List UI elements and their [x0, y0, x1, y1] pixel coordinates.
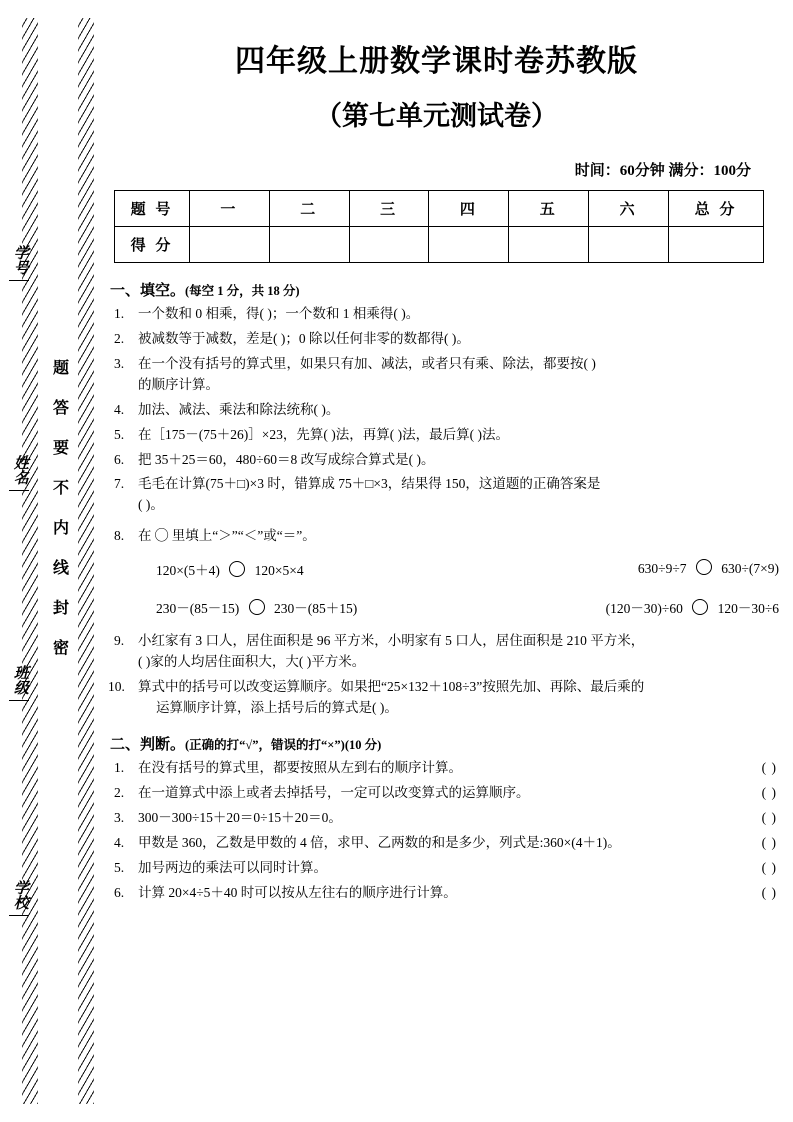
question-text: 把 35＋25＝60，480÷60＝8 改写成综合算式是( )。 — [138, 451, 435, 467]
question-number: 6. — [114, 884, 125, 900]
question-number: 2. — [114, 330, 125, 346]
question-text: 加号两边的乘法可以同时计算。 — [138, 859, 327, 875]
field-class-line — [9, 699, 29, 701]
question-number: 5. — [114, 859, 125, 875]
question-text: 在一道算式中添上或者去掉括号，一定可以改变算式的运算顺序。 — [138, 784, 530, 800]
section-1-subtitle: (每空 1 分，共 18 分) — [185, 284, 300, 298]
question-text: 算式中的括号可以改变运算顺序。如果把“25×132＋108÷3”按照先加、再除、最后乘的 — [138, 679, 645, 695]
score-cell[interactable] — [589, 227, 669, 263]
question-text: 300－300÷15＋20＝0÷15＋20＝0。 — [138, 809, 342, 825]
question-text-cont: 运算顺序计算，添上括号后的算式是( )。 — [156, 699, 398, 715]
answer-bracket[interactable]: ( ) — [761, 759, 777, 775]
compare-circle-icon[interactable] — [692, 599, 708, 615]
seal-char-2: 要 — [52, 440, 69, 457]
seal-char-1: 答 — [52, 400, 69, 417]
field-name — [4, 455, 34, 491]
question-text-cont: ( )家的人均居住面积大，大( )平方米。 — [138, 654, 366, 670]
page-subtitle: （第七单元测试卷） — [315, 101, 558, 131]
compare-right-expr-b: 120－30÷6 — [717, 601, 779, 617]
question-text: 一个数和 0 相乘，得( )；一个数和 1 相乘得( )。 — [138, 306, 420, 321]
question-text: 在一个没有括号的算式里，如果只有加、减法，或者只有乘、除法，都要按( ) — [138, 355, 596, 371]
score-table-label-cell: 得 分 — [115, 227, 190, 263]
answer-bracket[interactable]: ( ) — [761, 784, 777, 800]
compare-circle-icon[interactable] — [696, 559, 712, 575]
section-2-subtitle: (正确的打“√”，错误的打“×”)(10 分) — [185, 737, 382, 752]
question-item — [100, 400, 793, 421]
exam-page — [100, 0, 793, 1122]
section-2-heading — [110, 733, 793, 754]
compare-right-group — [606, 597, 779, 617]
score-table-header-cell: 总 分 — [669, 191, 764, 227]
question-number: 6. — [114, 451, 125, 467]
score-table-header-row — [115, 191, 764, 227]
question-number: 9. — [114, 633, 125, 649]
field-name-line — [9, 489, 29, 491]
question-number: 10. — [108, 679, 125, 695]
compare-right-expr-a: 630÷9÷7 — [637, 561, 687, 577]
compare-right-group — [638, 559, 779, 577]
seal-char-0: 题 — [52, 360, 69, 377]
question-text: 加法、减法、乘法和除法统称( )。 — [138, 401, 340, 417]
score-cell[interactable] — [349, 227, 429, 263]
score-cell[interactable] — [190, 227, 270, 263]
question-text-cont: 的顺序计算。 — [138, 376, 219, 392]
compare-circle-icon[interactable] — [249, 599, 265, 615]
section-1-title: 一、填空。 — [110, 283, 186, 299]
question-number: 3. — [114, 809, 125, 825]
score-cell[interactable] — [669, 227, 764, 263]
field-school-label: 学校 — [11, 880, 28, 910]
compare-right-expr-b: 630÷(7×9) — [721, 561, 779, 577]
score-table-value-row — [115, 227, 764, 263]
field-name-label: 姓名 — [11, 455, 28, 485]
question-item — [100, 526, 793, 547]
question-text: 计算 20×4÷5＋40 时可以按从左往右的顺序进行计算。 — [138, 884, 457, 900]
page-title: 四年级上册数学课时卷苏教版 — [235, 45, 638, 78]
score-cell[interactable] — [429, 227, 509, 263]
compare-row — [100, 597, 793, 617]
score-cell[interactable] — [509, 227, 589, 263]
question-item — [100, 425, 793, 446]
truefalse-item — [100, 783, 793, 804]
seal-char-3: 不 — [52, 480, 69, 497]
truefalse-item — [100, 808, 793, 829]
question-number: 7. — [114, 476, 125, 492]
answer-bracket[interactable]: ( ) — [761, 809, 777, 825]
question-number: 4. — [114, 401, 125, 417]
question-number: 4. — [114, 834, 125, 850]
field-class-label: 班级 — [11, 665, 28, 695]
truefalse-item — [100, 833, 793, 854]
question-item — [100, 631, 793, 673]
score-table-header-cell: 五 — [509, 191, 589, 227]
compare-row — [100, 559, 793, 579]
field-student-id-label: 学号 — [11, 245, 28, 275]
question-text-cont: ( )。 — [138, 497, 164, 513]
field-student-id — [4, 245, 34, 281]
question-item — [100, 329, 793, 350]
score-table-header-cell: 题 号 — [115, 191, 190, 227]
section-2-questions — [100, 758, 793, 904]
question-number: 3. — [114, 355, 125, 371]
score-table-header-cell: 三 — [349, 191, 429, 227]
compare-left-expr-a: 230－(85－15) — [156, 601, 240, 617]
question-text: 在没有括号的算式里，都要按照从左到右的顺序计算。 — [138, 759, 462, 775]
score-cell[interactable] — [269, 227, 349, 263]
binding-margin — [0, 0, 100, 1122]
question-number: 8. — [114, 528, 125, 544]
section-2-title: 二、判断。 — [110, 736, 186, 753]
score-table — [114, 190, 764, 263]
question-item — [100, 450, 793, 471]
score-table-header-cell: 六 — [589, 191, 669, 227]
score-table-header-cell: 二 — [269, 191, 349, 227]
question-text: 甲数是 360，乙数是甲数的 4 倍，求甲、乙两数的和是多少，列式是:360×(4＋1)。 — [138, 834, 621, 850]
question-item — [100, 354, 793, 396]
question-text: 在［175－(75＋26)］×23，先算( )法，再算( )法，最后算( )法。 — [138, 426, 509, 442]
answer-bracket[interactable]: ( ) — [761, 884, 777, 900]
question-text: 小红家有 3 口人，居住面积是 96 平方米，小明家有 5 口人，居住面积是 210 平方米， — [138, 633, 645, 649]
answer-bracket[interactable]: ( ) — [761, 859, 777, 875]
question-number: 2. — [114, 784, 125, 800]
seal-char-6: 封 — [52, 600, 69, 617]
field-student-id-line — [9, 279, 29, 281]
question-number: 1. — [114, 306, 125, 321]
question-text: 毛毛在计算(75＋□)×3 时，错算成 75＋□×3，结果得 150，这道题的正确答案是 — [138, 476, 601, 492]
truefalse-item — [100, 883, 793, 904]
section-1-heading — [110, 279, 793, 300]
question-text: 在 ◯ 里填上“＞”“＜”或“＝”。 — [138, 528, 316, 544]
field-school — [4, 880, 34, 916]
hatch-stripe-right — [78, 18, 94, 1104]
question-item — [100, 677, 793, 719]
score-table-header-cell: 一 — [190, 191, 270, 227]
seal-char-5: 线 — [52, 560, 69, 577]
compare-right-expr-a: (120－30)÷60 — [605, 601, 683, 617]
question-item — [100, 474, 793, 516]
exam-meta: 时间：60分钟 满分：100分 — [574, 163, 751, 179]
seal-char-4: 内 — [52, 520, 69, 537]
field-class — [4, 665, 34, 701]
seal-char-7: 密 — [52, 640, 69, 657]
compare-left-expr-a: 120×(5＋4) — [156, 563, 220, 579]
compare-left-expr-b: 230－(85＋15) — [274, 601, 358, 617]
hatch-stripe-left — [22, 18, 38, 1104]
truefalse-item — [100, 858, 793, 879]
compare-circle-icon[interactable] — [229, 561, 245, 577]
question-text: 被减数等于减数，差是( )；0 除以任何非零的数都得( )。 — [138, 330, 470, 346]
score-table-header-cell: 四 — [429, 191, 509, 227]
truefalse-item — [100, 758, 793, 779]
answer-bracket[interactable]: ( ) — [761, 834, 777, 850]
question-item — [100, 304, 793, 325]
question-number: 5. — [114, 426, 125, 442]
field-school-line — [9, 914, 29, 916]
question-number: 1. — [114, 759, 125, 775]
compare-left-expr-b: 120×5×4 — [254, 563, 304, 579]
section-1-questions — [100, 304, 793, 719]
